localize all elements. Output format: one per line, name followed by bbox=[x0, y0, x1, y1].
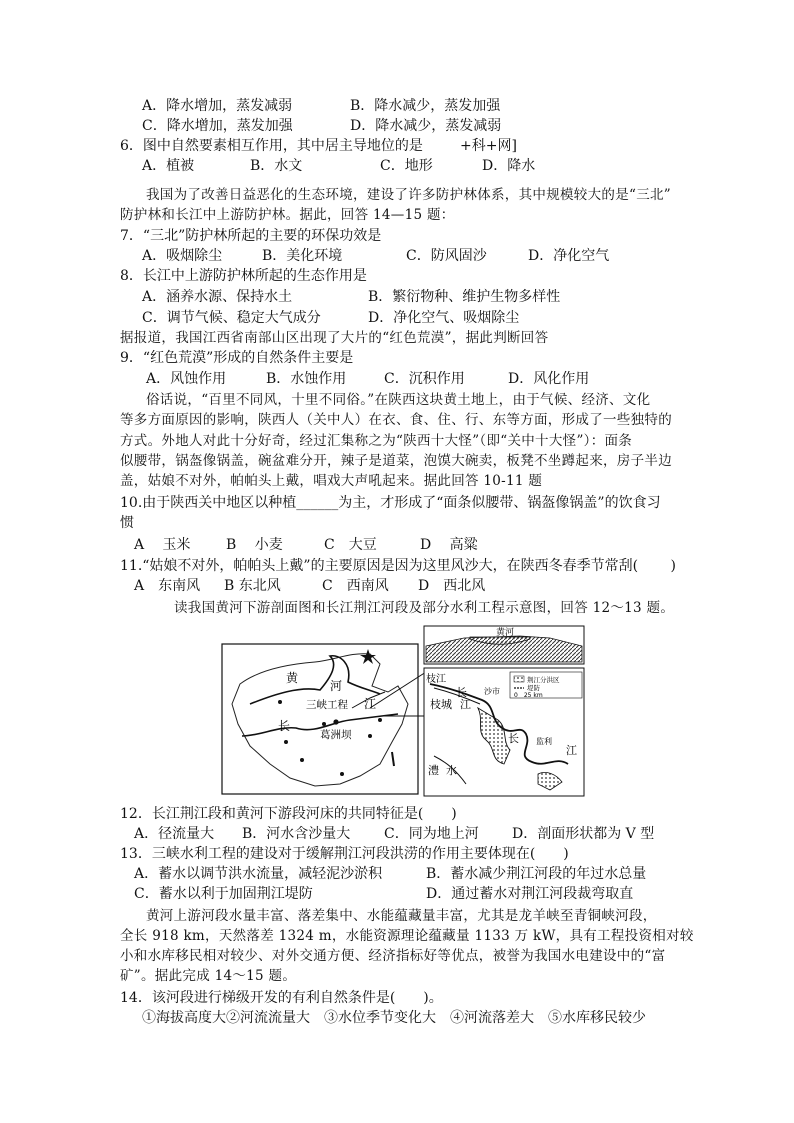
q11-option-a: A 东南风 bbox=[134, 578, 201, 594]
intro3-line1: 俗话说，“百里不同风，十里不同俗。”在陕西这块黄土地上，由于气候、经济、文化 bbox=[146, 392, 651, 408]
inset-label-jiang: 江 bbox=[460, 698, 471, 711]
intro5-line3: 小和水库移民相对较少、对外交通方便、经济指标好等优点，被誉为我国水电建设中的“富 bbox=[120, 948, 666, 964]
q14-options: ①海拔高度大②河流流量大 ③水位季节变化大 ④河流落差大 ⑤水库移民较少 bbox=[142, 1010, 646, 1026]
q5-option-b: B．降水减少，蒸发加强 bbox=[350, 98, 501, 114]
inset-label-zhicheng: 枝城 bbox=[430, 698, 452, 711]
city-dot bbox=[378, 718, 382, 722]
q8-stem: 8．长江中上游防护林所起的生态作用是 bbox=[120, 268, 367, 284]
q6-option-c: C．地形 bbox=[380, 158, 433, 174]
q8-option-a: A．涵养水源、保持水土 bbox=[142, 289, 293, 305]
q5-option-d: D．降水减少，蒸发减弱 bbox=[350, 118, 502, 134]
intro5-line1: 黄河上游河段水量丰富、落差集中、水能蕴藏量丰富，尤其是龙羊峡至青铜峡河段， bbox=[146, 908, 657, 924]
intro3-line5: 盖，姑娘不对外，帕帕头上戴，唱戏大声吼起来。据此回答 10-11 题 bbox=[120, 473, 543, 489]
q7-option-d: D．净化空气 bbox=[528, 248, 610, 264]
q6-tag: +科+网] bbox=[460, 138, 517, 154]
city-dot bbox=[278, 700, 282, 704]
q7-option-c: C．防风固沙 bbox=[406, 248, 487, 264]
q10-option-c: C 大豆 bbox=[324, 537, 377, 553]
inset-label-li: 澧 bbox=[428, 764, 439, 777]
city-dot bbox=[340, 772, 344, 776]
q6-option-d: D．降水 bbox=[482, 158, 536, 174]
q11-option-d: D 西北风 bbox=[418, 578, 486, 594]
inset-label-chang-2: 长 bbox=[508, 732, 519, 745]
intro1-line1: 我国为了改善日益恶化的生态环境，建设了许多防护林体系，其中规模较大的是“三北” bbox=[146, 187, 672, 203]
legend-scale: 0 25 km bbox=[514, 692, 543, 699]
map-label-huang: 黄 bbox=[286, 671, 299, 685]
gezhouba-dot bbox=[322, 722, 326, 726]
q6-option-b: B．水文 bbox=[250, 158, 303, 174]
q11-stem: 11.“姑娘不对外，帕帕头上戴”的主要原因是因为这里风沙大，在陕西冬春季节常刮( ) bbox=[120, 558, 676, 574]
city-dot bbox=[300, 758, 304, 762]
q9-option-b: B．水蚀作用 bbox=[266, 371, 347, 387]
q10-stem: 10.由于陕西关中地区以种植______为主，才形成了“面条似腰带、锅盔像锅盖”的饮食习 bbox=[120, 495, 661, 511]
river-figure bbox=[220, 624, 585, 797]
intro3-line4: 似腰带，锅盔像锅盖，碗盆难分开，辣子是道菜，泡馍大碗卖，板凳不坐蹲起来，房子半边 bbox=[120, 453, 672, 469]
q5-option-c: C．降水增加，蒸发加强 bbox=[142, 118, 293, 134]
map-label-gezhouba: 葛洲坝 bbox=[320, 729, 352, 741]
q8-option-b: B．繁衍物种、维护生物多样性 bbox=[368, 289, 561, 305]
intro4-line1: 读我国黄河下游剖面图和长江荆江河段及部分水利工程示意图，回答 12～13 题。 bbox=[174, 600, 675, 616]
q10-option-a: A 玉米 bbox=[134, 537, 191, 553]
inset-label-zhijiang: 枝江 bbox=[426, 674, 446, 685]
q9-option-a: A．风蚀作用 bbox=[146, 371, 227, 387]
q5-option-a: A．降水增加，蒸发减弱 bbox=[142, 98, 293, 114]
inset-label-shashi: 沙市 bbox=[484, 687, 500, 696]
intro1-line2: 防护林和长江中上游防护林。据此，回答 14—15 题： bbox=[120, 207, 455, 223]
q7-option-a: A．吸烟除尘 bbox=[142, 248, 223, 264]
legend-diversion-swatch bbox=[514, 676, 524, 682]
intro5-line4: 矿”。据此完成 14～15 题。 bbox=[120, 968, 297, 984]
q7-stem: 7．“三北”防护林所起的主要的环保功效是 bbox=[120, 228, 382, 244]
q10-option-d: D 高粱 bbox=[420, 537, 478, 553]
q13-option-d: D．通过蓄水对荆江河段裁弯取直 bbox=[426, 886, 634, 902]
q12-stem: 12．长江荆江段和黄河下游段河床的共同特征是( ) bbox=[120, 806, 457, 822]
q11-option-b: B 东北风 bbox=[224, 578, 281, 594]
intro2-line1: 据报道，我国江西省南部山区出现了大片的“红色荒漠”，据此判断回答 bbox=[120, 330, 549, 346]
china-map-frame bbox=[222, 644, 418, 794]
cross-section-label: 黄河 bbox=[496, 628, 515, 638]
map-label-chang: 长 bbox=[278, 719, 291, 733]
q9-stem: 9．“红色荒漠”形成的自然条件主要是 bbox=[120, 350, 354, 366]
map-label-jiang: 江 bbox=[364, 697, 377, 711]
q6-option-a: A．植被 bbox=[142, 158, 195, 174]
q13-option-a: A．蓄水以调节洪水流量，减轻泥沙淤积 bbox=[134, 866, 383, 882]
legend-levee-label: 堤防 bbox=[527, 684, 540, 692]
q12-option-b: B．河水含沙量大 bbox=[242, 826, 351, 842]
q6-stem: 6．图中自然要素相互作用，其中居主导地位的是 bbox=[120, 138, 423, 154]
legend-diversion-label: 荆江分洪区 bbox=[527, 676, 560, 684]
q11-option-c: C 西南风 bbox=[322, 578, 389, 594]
map-label-he: 河 bbox=[330, 679, 343, 693]
q13-option-c: C．蓄水以利于加固荆江堤防 bbox=[134, 886, 313, 902]
q13-stem: 13．三峡水利工程的建设对于缓解荆江河段洪涝的作用主要体现在( ) bbox=[120, 846, 569, 862]
inset-label-shui: 水 bbox=[446, 764, 457, 777]
q12-option-a: A．径流量大 bbox=[134, 826, 215, 842]
q7-option-b: B．美化环境 bbox=[262, 248, 343, 264]
city-dot bbox=[368, 734, 372, 738]
q14-stem: 14．该河段进行梯级开发的有利自然条件是( )。 bbox=[120, 990, 443, 1006]
inset-label-chang: 长 bbox=[456, 686, 467, 699]
q13-option-b: B．蓄水减少荆江河段的年过水总量 bbox=[426, 866, 647, 882]
intro3-line2: 等多方面原因的影响，陕西人（关中人）在衣、食、住、行、东等方面，形成了一些独特的 bbox=[120, 412, 672, 428]
inset-label-jianli: 监利 bbox=[536, 737, 552, 746]
q9-option-c: C．沉积作用 bbox=[384, 371, 465, 387]
river-figure-svg bbox=[220, 624, 585, 797]
intro3-line3: 方式。外地人对此十分好奇，经过汇集称之为“陕西十大怪”（即“关中十大怪”）：面条 bbox=[120, 433, 633, 449]
sanxia-dot bbox=[333, 719, 338, 724]
q12-option-d: D．剖面形状都为 V 型 bbox=[512, 826, 655, 842]
q8-option-d: D．净化空气、吸烟除尘 bbox=[368, 310, 520, 326]
q10-option-b: B 小麦 bbox=[226, 537, 283, 553]
city-dot bbox=[284, 740, 288, 744]
q8-option-c: C．调节气候、稳定大气成分 bbox=[142, 310, 321, 326]
map-label-sanxia: 三峡工程 bbox=[306, 699, 348, 711]
q10-stem-continued: 惯 bbox=[120, 515, 134, 531]
q12-option-c: C．同为地上河 bbox=[384, 826, 479, 842]
q9-option-d: D．风化作用 bbox=[508, 371, 590, 387]
intro5-line2: 全长 918 km，天然落差 1324 m，水能资源理论蕴藏量 1133 万 kW，具有工程投资相对较 bbox=[120, 928, 694, 944]
inset-label-jiang-2: 江 bbox=[566, 744, 577, 757]
